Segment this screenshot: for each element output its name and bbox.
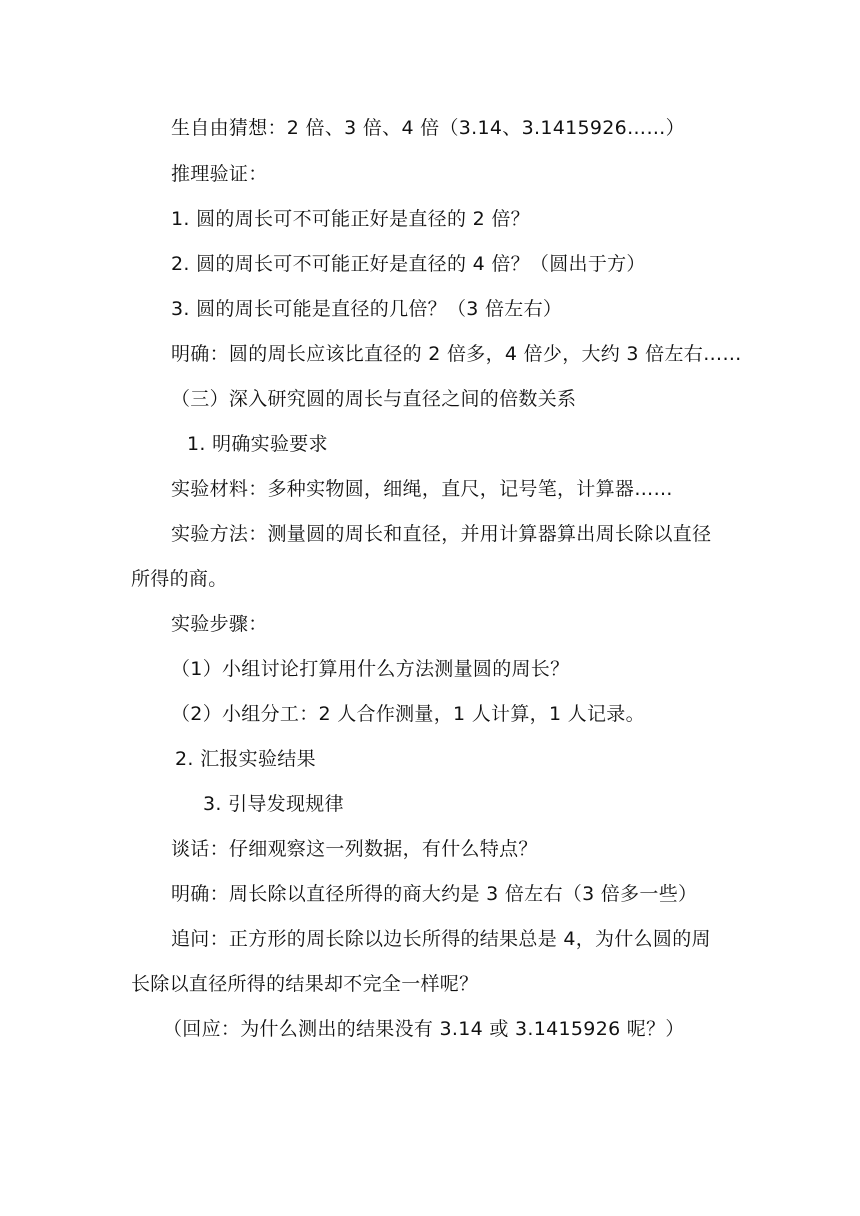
paragraph-discussion: 谈话：仔细观察这一列数据，有什么特点？ [171,838,538,860]
subheading-discover: 3. 引导发现规律 [203,793,344,815]
list-item-step-1: （1）小组讨论打算用什么方法测量圆的周长？ [171,658,570,680]
paragraph-reasoning-heading: 推理验证： [171,163,268,185]
paragraph-materials: 实验材料：多种实物圆，细绳，直尺，记号笔，计算器…… [171,478,673,500]
list-item-step-2: （2）小组分工：2 人合作测量，1 人计算，1 人记录。 [171,703,645,725]
paragraph-method: 实验方法：测量圆的周长和直径，并用计算器算出周长除以直径 [171,523,712,545]
list-item-question-3: 3. 圆的周长可能是直径的几倍？（3 倍左右） [171,298,563,320]
subheading-requirements: 1. 明确实验要求 [187,433,328,455]
paragraph-clarify-2: 明确：周长除以直径所得的商大约是 3 倍左右（3 倍多一些） [171,883,698,905]
paragraph-method-continued: 所得的商。 [131,568,228,590]
paragraph-steps-heading: 实验步骤： [171,613,268,635]
paragraph-response: （回应：为什么测出的结果没有 3.14 或 3.1415926 呢？） [163,1018,685,1040]
section-heading-3: （三）深入研究圆的周长与直径之间的倍数关系 [171,388,577,410]
subheading-report: 2. 汇报实验结果 [175,748,316,770]
paragraph-clarify-1: 明确：圆的周长应该比直径的 2 倍多，4 倍少，大约 3 倍左右…… [171,343,742,365]
paragraph-follow-up-continued: 长除以直径所得的结果却不完全一样呢？ [131,973,479,995]
list-item-question-1: 1. 圆的周长可不可能正好是直径的 2 倍？ [171,208,530,230]
list-item-question-2: 2. 圆的周长可不可能正好是直径的 4 倍？（圆出于方） [171,253,646,275]
paragraph-guess: 生自由猜想：2 倍、3 倍、4 倍（3.14、3.1415926……） [171,117,685,139]
paragraph-follow-up: 追问：正方形的周长除以边长所得的结果总是 4，为什么圆的周 [171,928,711,950]
